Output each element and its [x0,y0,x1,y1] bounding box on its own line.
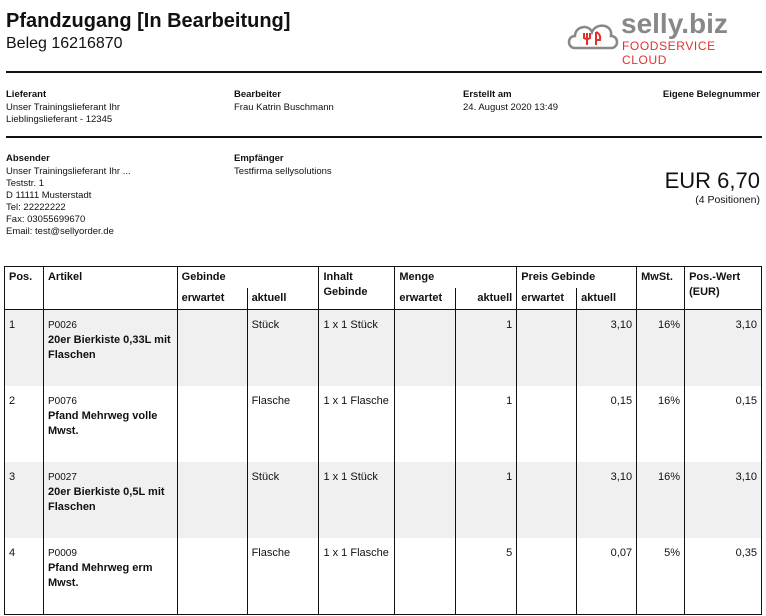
cell-menge-erwartet [395,310,456,387]
table-row [5,310,762,387]
lieferant-line2: Lieblingslieferant - 12345 [6,114,113,125]
erstellt-value: 24. August 2020 13:49 [463,102,559,113]
cell-pos: 3 [5,462,44,538]
cell-artikel [43,386,177,462]
cell-gebinde-aktuell: Stück [247,462,319,538]
header-preis: Preis Gebinde [517,267,637,289]
header-menge-erwartet: erwartet [395,288,456,310]
cell-gebinde-aktuell: Stück [247,310,319,387]
total-positions: (4 Positionen) [695,194,760,206]
cell-preis-erwartet [517,462,577,538]
empfaenger-block [234,153,332,178]
header-gebinde-aktuell: aktuell [247,288,319,310]
cell-menge-aktuell: 1 [456,310,517,387]
cell-artikel [43,538,177,615]
cell-gebinde-erwartet [177,462,247,538]
cell-wert: 3,10 [685,310,762,387]
cell-gebinde-aktuell: Flasche [247,386,319,462]
header-inhalt [319,267,395,310]
header-artikel: Artikel [43,267,177,310]
cell-gebinde-erwartet [177,386,247,462]
absender-line: Tel: 22222222 [6,202,66,213]
header-preis-aktuell: aktuell [577,288,637,310]
cell-preis-erwartet [517,538,577,615]
cell-preis-aktuell: 3,10 [577,462,637,538]
cell-menge-aktuell: 1 [456,462,517,538]
logo-subtitle: FOODSERVICE CLOUD [622,39,716,67]
cell-inhalt: 1 x 1 Stück [319,310,395,387]
cell-preis-erwartet [517,310,577,387]
cell-menge-aktuell: 5 [456,538,517,615]
cell-menge-erwartet [395,538,456,615]
cell-inhalt: 1 x 1 Flasche [319,386,395,462]
erstellt-block [463,89,558,114]
table-row [5,538,762,615]
cell-menge-erwartet [395,462,456,538]
header-preis-erwartet: erwartet [517,288,577,310]
article-name: 20er Bierkiste 0,33L mit Flaschen [47,334,171,361]
article-name: 20er Bierkiste 0,5L mit Flaschen [47,486,165,513]
lieferant-line1: Unser Trainingslieferant Ihr [6,102,121,113]
page-title: Pfandzugang [In Bearbeitung] [6,10,291,32]
cell-menge-erwartet [395,386,456,462]
cell-preis-aktuell: 3,10 [577,310,637,387]
header-menge-aktuell: aktuell [456,288,517,310]
absender-line: Email: test@sellyorder.de [6,226,114,237]
divider [6,71,762,73]
cell-preis-erwartet [517,386,577,462]
cell-mwst: 16% [637,462,685,538]
table-row [5,386,762,462]
cell-menge-aktuell: 1 [456,386,517,462]
logo-text: selly.biz [621,8,728,39]
total-amount: EUR 6,70 [664,168,760,193]
article-sku: P0076 [47,396,77,407]
empfaenger-value: Testfirma sellysolutions [234,166,332,177]
absender-line: Unser Trainingslieferant Ihr ... [6,166,131,177]
cell-gebinde-aktuell: Flasche [247,538,319,615]
absender-line: Teststr. 1 [6,178,45,189]
absender-line: Fax: 03055699670 [6,214,86,225]
header-poswert [685,267,762,310]
empfaenger-label: Empfänger [234,153,284,164]
cell-mwst: 5% [637,538,685,615]
header-gebinde-erwartet: erwartet [177,288,247,310]
lieferant-block [6,89,120,126]
cell-gebinde-erwartet [177,310,247,387]
absender-block [6,153,131,238]
sellybiz-logo [565,8,761,67]
erstellt-label: Erstellt am [463,89,512,100]
cell-wert: 3,10 [685,462,762,538]
cell-inhalt: 1 x 1 Flasche [319,538,395,615]
belegnummer-label: Eigene Belegnummer [662,89,760,100]
cell-preis-aktuell: 0,07 [577,538,637,615]
header-mwst: MwSt. [637,267,685,310]
header-poswert-line2: (EUR) [689,286,720,298]
divider [6,136,762,138]
cell-wert: 0,35 [685,538,762,615]
header-inhalt-line2: Gebinde [323,286,368,298]
header-menge: Menge [395,267,517,289]
cell-pos: 2 [5,386,44,462]
header-poswert-line1: Pos.-Wert [689,271,741,283]
article-name: Pfand Mehrweg volle Mwst. [47,410,158,437]
bearbeiter-label: Bearbeiter [234,89,281,100]
article-name: Pfand Mehrweg erm Mwst. [47,562,153,589]
table-row [5,462,762,538]
cell-mwst: 16% [637,386,685,462]
cell-gebinde-erwartet [177,538,247,615]
bearbeiter-block [234,89,334,114]
cell-mwst: 16% [637,310,685,387]
article-sku: P0026 [47,320,77,331]
header-gebinde: Gebinde [177,267,319,289]
positions-table [4,266,762,615]
cell-pos: 4 [5,538,44,615]
total-block [665,168,760,206]
cell-wert: 0,15 [685,386,762,462]
beleg-number: Beleg 16216870 [6,35,123,52]
cell-artikel [43,462,177,538]
header-inhalt-line1: Inhalt [323,271,353,283]
bearbeiter-value: Frau Katrin Buschmann [234,102,334,113]
cell-inhalt: 1 x 1 Stück [319,462,395,538]
article-sku: P0027 [47,472,77,483]
absender-line: D 11111 Musterstadt [6,190,92,201]
header-pos: Pos. [5,267,44,310]
cell-preis-aktuell: 0,15 [577,386,637,462]
cloud-icon [565,14,621,56]
absender-label: Absender [6,153,50,164]
cell-artikel [43,310,177,387]
lieferant-label: Lieferant [6,89,47,100]
article-sku: P0009 [47,548,77,559]
cell-pos: 1 [5,310,44,387]
